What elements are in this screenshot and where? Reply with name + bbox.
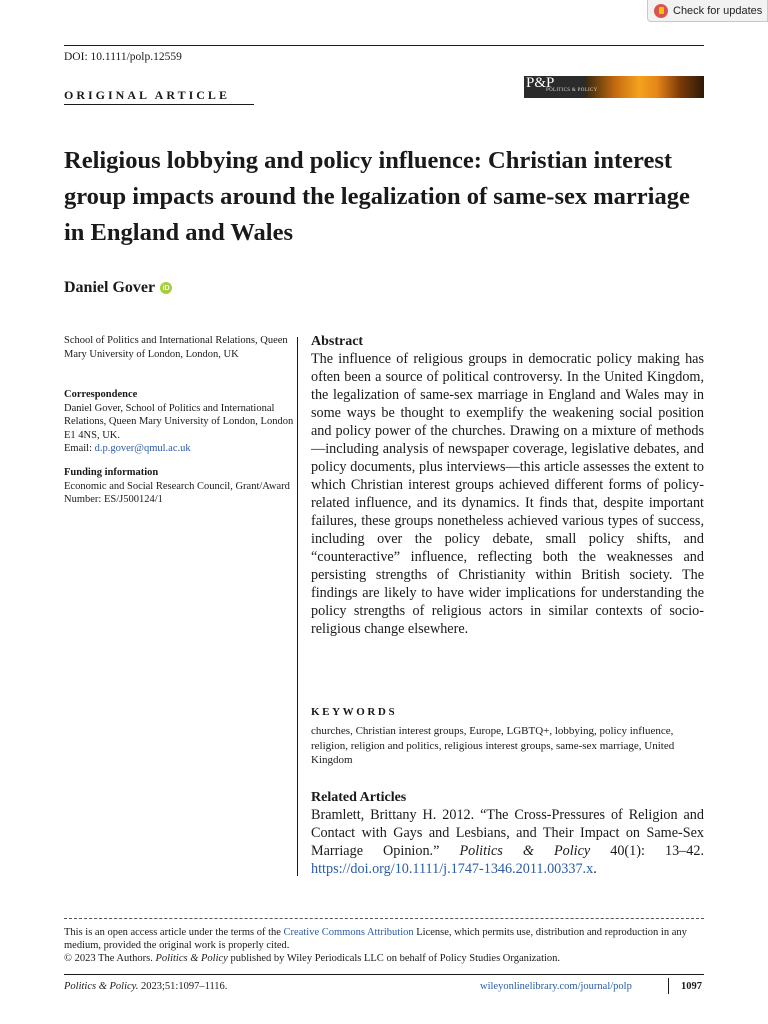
keywords-text: churches, Christian interest groups, Europe, LGBTQ+, lobbying, policy influence, religion, religion and politics, religious interest groups, same-sex marriage, United Kingdom — [311, 725, 675, 766]
related-journal-name: Politics & Policy — [459, 843, 591, 859]
email-link[interactable]: d.p.gover@qmul.ac.uk — [94, 443, 191, 454]
email-label: Email: — [64, 443, 95, 454]
journal-logo — [524, 76, 704, 98]
footer-citation — [64, 981, 227, 992]
check-updates-label: Check for updates — [673, 4, 763, 17]
orcid-icon[interactable]: iD — [160, 282, 172, 294]
copyright-journal: Politics & Policy — [155, 953, 228, 964]
journal-logo-mark — [524, 75, 598, 98]
correspondence-address: Daniel Gover, School of Politics and International Relations, Queen Mary University of London, London E1 4NS, UK. — [64, 402, 294, 441]
journal-site-link[interactable]: wileyonlinelibrary.com/journal/polp — [480, 981, 632, 992]
copyright-text: © 2023 The Authors. — [64, 953, 156, 964]
related-citation-text: Bramlett, Brittany H. 2012. “The Cross-Pressures of Religion and Contact with Gays and Lesbians, and Their Impact on Same-Sex Marriage Opinion.” — [311, 807, 704, 859]
bookmark-icon — [654, 4, 668, 18]
column-divider — [297, 337, 298, 876]
doi-text: DOI: 10.1111/polp.12559 — [64, 51, 182, 63]
abstract-text: The influence of religious groups in democratic policy making has often been a source of political controversy. In the United Kingdom, the legalization of same-sex marriage in England and Wales may in some ways be thought to exemplify the weakening social position and policy power of the churches. Drawing on a mixture of methods—including analysis of newspaper coverage, legislative debates, and policy documents, plus interviews—this article assesses the extent to which Christian interest groups achieved different forms of policy-related influence, and its dynamics. It finds that, despite important failures, these groups nonetheless achieved various types of success, including over the policy debate, small policy shifts, and “counteractive” influence, reflecting both the weaknesses and persisting strengths of Christianity within British society. The findings are likely to have wider implications for understanding the policy strengths of religious actors in similar contexts of socio-religious change elsewhere. — [311, 351, 704, 637]
abstract-heading: Abstract — [311, 334, 364, 349]
correspondence-block — [64, 388, 294, 456]
journal-logo-abbrev: P&P — [526, 75, 555, 91]
related-articles-heading: Related Articles — [311, 790, 407, 805]
article-type-label: ORIGINAL ARTICLE — [64, 88, 230, 102]
footer-divider — [64, 974, 704, 975]
article-title: Religious lobbying and policy influence: Christian interest group impacts around the legalization of same-sex marriage in England and Wales — [64, 147, 690, 246]
funding-text: Economic and Social Research Council, Grant/Award Number: ES/J500124/1 — [64, 480, 290, 505]
related-volume: 40(1): 13–42. — [590, 843, 704, 859]
license-divider — [64, 918, 704, 919]
funding-heading: Funding information — [64, 467, 159, 478]
author-name: Daniel Gover — [64, 279, 156, 296]
related-period: . — [593, 861, 597, 877]
license-text-after: License, which permits use, distribution and reproduction in any medium, provided the original work is properly cited. — [64, 927, 687, 951]
footer-journal-name: Politics & Policy. — [64, 981, 139, 992]
journal-logo-subtitle: POLITICS & POLICY — [546, 88, 598, 93]
license-block — [64, 926, 704, 965]
check-for-updates-button[interactable] — [647, 0, 768, 22]
license-text-before: This is an open access article under the terms of the — [64, 927, 284, 938]
article-type-divider — [64, 104, 254, 105]
journal-logo-banner — [586, 76, 704, 98]
author-line — [64, 279, 172, 297]
top-divider — [64, 45, 704, 46]
related-article-citation — [311, 806, 704, 878]
keywords-heading: KEYWORDS — [311, 706, 398, 718]
related-doi-link[interactable]: https://doi.org/10.1111/j.1747-1346.2011.00337.x — [311, 861, 594, 877]
correspondence-heading: Correspondence — [64, 389, 138, 400]
page-number: 1097 — [681, 981, 702, 992]
creative-commons-link[interactable]: Creative Commons Attribution — [283, 927, 414, 938]
author-affiliation: School of Politics and International Relations, Queen Mary University of London, London, UK — [64, 335, 288, 360]
footer-volume: 2023;51:1097–1116. — [138, 981, 228, 992]
page-number-separator — [668, 978, 669, 994]
funding-block — [64, 466, 294, 507]
copyright-publisher: published by Wiley Periodicals LLC on behalf of Policy Studies Organization. — [227, 953, 561, 964]
